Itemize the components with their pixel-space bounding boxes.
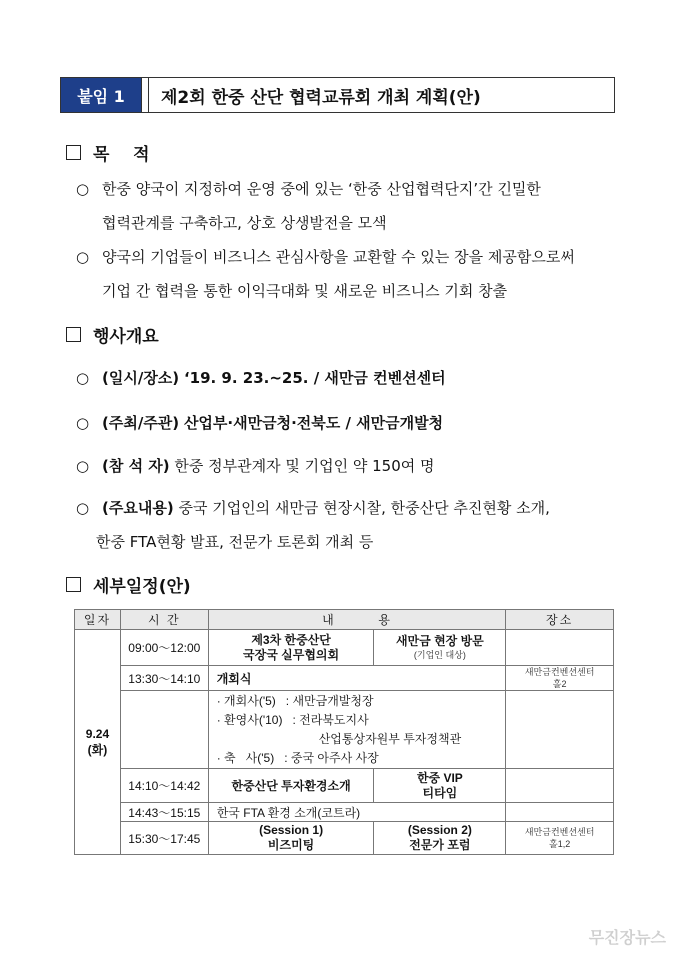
watermark-logo: 무진장뉴스 — [588, 928, 666, 947]
circle-bullet-icon: ○ — [76, 414, 90, 432]
attachment-tag: 붙임 1 — [61, 78, 142, 112]
item-text: 산업부·새만금청·전북도 / 새만금개발청 — [183, 414, 444, 432]
title-box — [60, 77, 615, 113]
time-cell: 15:30～17:45 — [120, 822, 208, 855]
time-cell — [120, 691, 208, 769]
item-text: 기업 간 협력을 통한 이익극대화 및 새로운 비즈니스 기회 창출 — [102, 282, 508, 300]
place-cell — [506, 691, 614, 769]
circle-bullet-icon: ○ — [76, 248, 90, 266]
section-heading: 세부일정(안) — [93, 577, 191, 597]
cell-line: (Session 1) — [259, 823, 324, 837]
schedule-table — [74, 609, 614, 855]
purpose-item-2 — [76, 240, 575, 308]
header-time: 시 간 — [120, 610, 208, 630]
place-cell — [506, 822, 614, 855]
circle-bullet-icon: ○ — [76, 369, 90, 387]
place-cell — [506, 630, 614, 666]
item-text: 한중 FTA현황 발표, 전문가 토론회 개최 등 — [96, 533, 374, 551]
content-cell: 한국 FTA 환경 소개(코트라) — [208, 803, 506, 822]
header-content: 내 용 — [208, 610, 506, 630]
place-cell — [506, 666, 614, 691]
item-text: ‘19. 9. 23.~25. / 새만금 컨벤션센터 — [183, 369, 446, 387]
cell-line: 전문가 포럼 — [409, 838, 471, 852]
table-row — [75, 630, 614, 666]
cell-line: 홀1,2 — [549, 839, 571, 849]
section-purpose — [66, 140, 150, 165]
cell-line: · 개회사('5) : 새만금개발청장 — [216, 693, 374, 708]
weekday-text: (화) — [87, 742, 108, 757]
cell-line: (Session 2) — [407, 823, 472, 837]
overview-item-4 — [76, 491, 550, 559]
section-heading: 행사개요 — [93, 327, 159, 347]
time-cell: 14:10～14:42 — [120, 769, 208, 803]
cell-line: 새만금컨벤션센터 — [524, 827, 595, 837]
time-cell: 09:00～12:00 — [120, 630, 208, 666]
circle-bullet-icon: ○ — [76, 180, 90, 198]
document-title: 제2회 한중 산단 협력교류회 개최 계획(안) — [161, 87, 481, 108]
cell-line: 제3차 한중산단 — [251, 632, 331, 647]
cell-line: 티타임 — [422, 785, 458, 800]
item-label: (참 석 자) — [102, 457, 170, 475]
section-schedule — [66, 572, 191, 597]
cell-line: 한중 VIP — [416, 770, 463, 785]
table-row — [75, 691, 614, 769]
circle-bullet-icon: ○ — [76, 457, 90, 475]
item-text: 협력관계를 구축하고, 상호 상생발전을 모색 — [102, 214, 387, 232]
cell-line: 국장국 실무협의회 — [243, 647, 340, 662]
cell-line: 새만금컨벤션센터 — [524, 667, 595, 677]
overview-item-1 — [76, 361, 446, 395]
place-cell — [506, 803, 614, 822]
table-row — [75, 803, 614, 822]
item-text: 한중 정부관계자 및 기업인 약 150여 명 — [174, 457, 435, 475]
checkbox-icon — [66, 577, 81, 592]
time-cell: 14:43～15:15 — [120, 803, 208, 822]
place-cell — [506, 769, 614, 803]
circle-bullet-icon: ○ — [76, 499, 90, 517]
title-gap — [142, 78, 149, 112]
item-text: 양국의 기업들이 비즈니스 관심사항을 교환할 수 있는 장을 제공함으로써 — [102, 248, 575, 266]
content-cell — [374, 769, 506, 803]
item-label: (주요내용) — [102, 499, 174, 517]
table-header-row — [75, 610, 614, 630]
content-cell — [208, 691, 506, 769]
item-text: 중국 기업인의 새만금 현장시찰, 한중산단 추진현황 소개, — [178, 499, 550, 517]
item-text: 한중 양국이 지정하여 운영 중에 있는 ‘한중 산업협력단지’간 긴밀한 — [102, 180, 541, 198]
table-row — [75, 666, 614, 691]
content-cell — [374, 822, 506, 855]
purpose-item-1 — [76, 172, 541, 240]
cell-line: 비즈미팅 — [267, 838, 315, 852]
cell-line: 홀2 — [552, 679, 567, 689]
cell-line: 산업통상자원부 투자정책관 — [318, 731, 462, 746]
content-cell: 한중산단 투자환경소개 — [208, 769, 374, 803]
cell-line: · 축 사('5) : 중국 아주사 사장 — [216, 750, 379, 765]
item-label: (일시/장소) — [102, 369, 180, 387]
content-cell — [208, 630, 374, 666]
cell-line: · 환영사('10) : 전라북도지사 — [216, 712, 369, 727]
header-place: 장소 — [506, 610, 614, 630]
content-cell: 개회식 — [208, 666, 506, 691]
content-cell — [374, 630, 506, 666]
checkbox-icon — [66, 327, 81, 342]
date-text: 9.24 — [85, 726, 110, 741]
item-label: (주최/주관) — [102, 414, 180, 432]
header-date: 일자 — [75, 610, 121, 630]
section-overview — [66, 322, 159, 347]
table-row — [75, 769, 614, 803]
date-cell — [75, 630, 121, 855]
overview-item-2 — [76, 406, 443, 440]
section-heading: 목 적 — [93, 145, 150, 165]
table-row — [75, 822, 614, 855]
overview-item-3 — [76, 449, 435, 483]
cell-line: (기업인 대상) — [413, 650, 466, 660]
time-cell: 13:30～14:10 — [120, 666, 208, 691]
content-cell — [208, 822, 374, 855]
checkbox-icon — [66, 145, 81, 160]
cell-line: 새만금 현장 방문 — [395, 634, 484, 648]
